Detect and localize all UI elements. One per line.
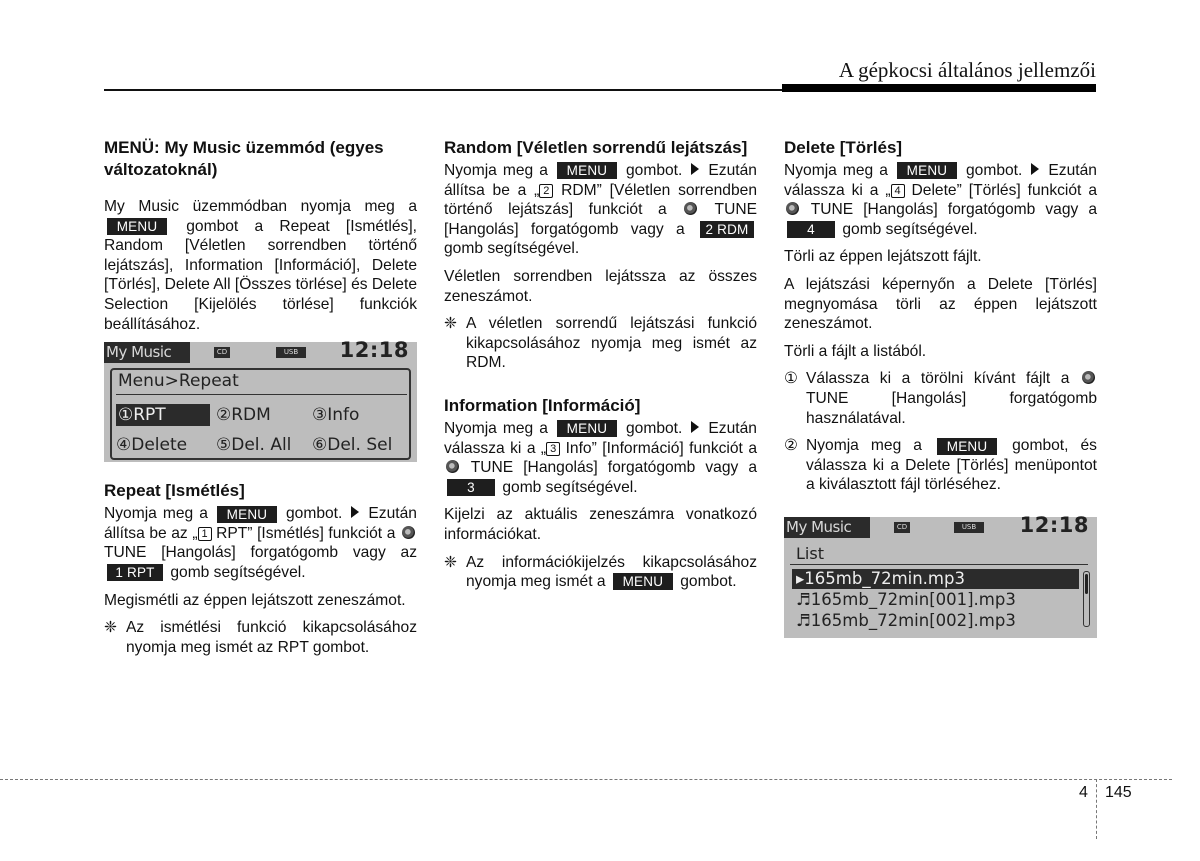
info-key: 3 — [447, 479, 495, 496]
screen-mode-tag: My Music — [784, 517, 870, 538]
note-mark-icon: ❈ — [104, 619, 118, 637]
random-note: ❈ A véletlen sorrendű lejátszási funkció kikapcsolásához nyomja meg ismét az RDM. — [444, 315, 757, 372]
arrow-right-icon — [351, 506, 359, 518]
step-number: ② — [784, 437, 798, 455]
menu-key: MENU — [613, 573, 673, 590]
usb-icon: USB — [276, 347, 306, 358]
menu-intro-paragraph: My Music üzemmódban nyomja meg a MENU gombot a Repeat [Ismétlés], Random [Véletlen sorrendben történő lejátszás], Information [Információ], Delete [Törlés], Delete All [Összes törlése] és Delete Selection [Kijelölés törlése] funkciók beállításához. — [104, 198, 417, 333]
footer-divider — [1096, 779, 1097, 839]
info-note: ❈ Az információkijelzés kikapcsolásához nyomja meg ismét a MENU gombot. — [444, 553, 757, 591]
menu-key: MENU — [937, 438, 997, 455]
tune-knob-icon — [1082, 371, 1095, 384]
arrow-right-icon — [691, 421, 699, 433]
info-description: Kijelzi az aktuális zeneszámra vonatkozó információkat. — [444, 506, 757, 543]
cd-icon: CD — [894, 522, 910, 533]
menu-key: MENU — [217, 506, 277, 523]
file-row: ♬165mb_72min[002].mp3 — [796, 610, 1016, 630]
delete-description-2: A lejátszási képernyőn a Delete [Törlés] megnyomása törli az éppen lejátszott zeneszámot. — [784, 275, 1097, 333]
column-1 — [104, 137, 417, 665]
menu-option: ④Delete — [116, 435, 188, 456]
screen-mode-tag: My Music — [104, 342, 190, 363]
menu-path: Menu>Repeat — [118, 371, 239, 392]
chapter-number: 4 — [1079, 784, 1088, 801]
menu-panel — [110, 368, 411, 460]
section-heading-menu: MENÜ: My Music üzemmód (egyes változatoknál) — [104, 138, 384, 179]
delete-instructions: Nyomja meg a MENU gombot. Ezután válassza ki a „ 4 Delete” [Törlés] funkciót a TUNE [Hangolás] forgatógomb vagy a 4 gomb segítségével. — [784, 162, 1097, 238]
menu-key: MENU — [107, 218, 167, 235]
screen-clock: 12:18 — [1019, 512, 1089, 537]
tune-knob-icon — [786, 202, 799, 215]
delete-step-1: ① Válassza ki a törölni kívánt fájlt a TUNE [Hangolás] forgatógomb használatával. — [784, 370, 1097, 427]
section-heading-random: Random [Véletlen sorrendű lejátszás] — [444, 138, 748, 157]
menu-repeat-screen — [104, 338, 417, 462]
header-rule-accent — [782, 84, 1096, 92]
tune-knob-icon — [402, 526, 415, 539]
step-number: ① — [784, 370, 798, 388]
file-row: ▸165mb_72min.mp3 — [792, 569, 1079, 589]
repeat-description: Megismétli az éppen lejátszott zeneszámot. — [104, 591, 406, 609]
menu-option: ②RDM — [216, 405, 271, 426]
repeat-note: ❈ Az ismétlési funkció kikapcsolásához nyomja meg ismét az RPT gombot. — [104, 619, 417, 656]
delete-description-3: Törli a fájlt a listából. — [784, 342, 927, 360]
list-header: List — [796, 543, 824, 563]
info-instructions: Nyomja meg a MENU gombot. Ezután válassza ki a „ 3 Info” [Információ] funkciót a TUNE [Hangolás] forgatógomb vagy a 3 gomb segítségével. — [444, 419, 758, 496]
file-list-screen — [784, 512, 1097, 638]
rpt-key: 1 RPT — [107, 564, 163, 581]
delete-description: Törli az éppen lejátszott fájlt. — [784, 248, 982, 266]
file-row: ♬165mb_72min[001].mp3 — [796, 589, 1016, 609]
list-scrollbar — [1083, 571, 1090, 627]
number-box-icon: 1 — [198, 527, 212, 541]
number-box-icon: 4 — [891, 184, 905, 198]
section-heading-repeat: Repeat [Ismétlés] — [104, 481, 245, 501]
tune-knob-icon — [446, 460, 459, 473]
random-description: Véletlen sorrendben lejátssza az összes zeneszámot. — [444, 267, 757, 305]
arrow-right-icon — [1031, 163, 1039, 175]
note-mark-icon: ❈ — [444, 553, 458, 571]
footer-rule — [0, 779, 1172, 780]
column-2 — [444, 137, 757, 600]
menu-option: ①RPT — [116, 404, 210, 426]
page-header-title: A gépkocsi általános jellemzői — [838, 58, 1096, 82]
number-box-icon: 2 — [539, 184, 553, 198]
menu-key: MENU — [897, 162, 957, 179]
page-number: 145 — [1105, 784, 1132, 801]
rdm-key: 2 RDM — [700, 221, 754, 238]
delete-step-2: ② Nyomja meg a MENU gombot, és válassza ki a Delete [Törlés] menüpontot a kiválasztott fájl törléséhez. — [784, 437, 1097, 494]
section-heading-information: Information [Információ] — [444, 395, 641, 415]
menu-option: ③Info — [312, 405, 360, 426]
tune-knob-icon — [684, 202, 697, 215]
menu-key: MENU — [557, 162, 617, 179]
delete-key: 4 — [787, 221, 835, 238]
usb-icon: USB — [954, 522, 984, 533]
cd-icon: CD — [214, 347, 230, 358]
repeat-instructions: Nyomja meg a MENU gombot. Ezután állítsa be az „ 1 RPT” [Ismétlés] funkciót a TUNE [Hangolás] forgatógomb vagy az 1 RPT gomb segítségével. — [104, 505, 417, 581]
column-3 — [784, 137, 1097, 656]
section-heading-delete: Delete [Törlés] — [784, 138, 903, 157]
arrow-right-icon — [691, 163, 699, 175]
number-box-icon: 3 — [546, 442, 560, 456]
random-instructions: Nyomja meg a MENU gombot. Ezután állítsa be a „ 2 RDM” [Véletlen sorrendben történő lejátszás] funkciót a TUNE [Hangolás] forgatógomb vagy a 2 RDM gomb segítségével. — [444, 162, 757, 258]
menu-key: MENU — [557, 420, 617, 437]
note-mark-icon: ❈ — [444, 315, 458, 333]
screen-clock: 12:18 — [339, 338, 409, 363]
menu-option: ⑥Del. Sel — [312, 435, 393, 456]
menu-option: ⑤Del. All — [216, 435, 292, 456]
